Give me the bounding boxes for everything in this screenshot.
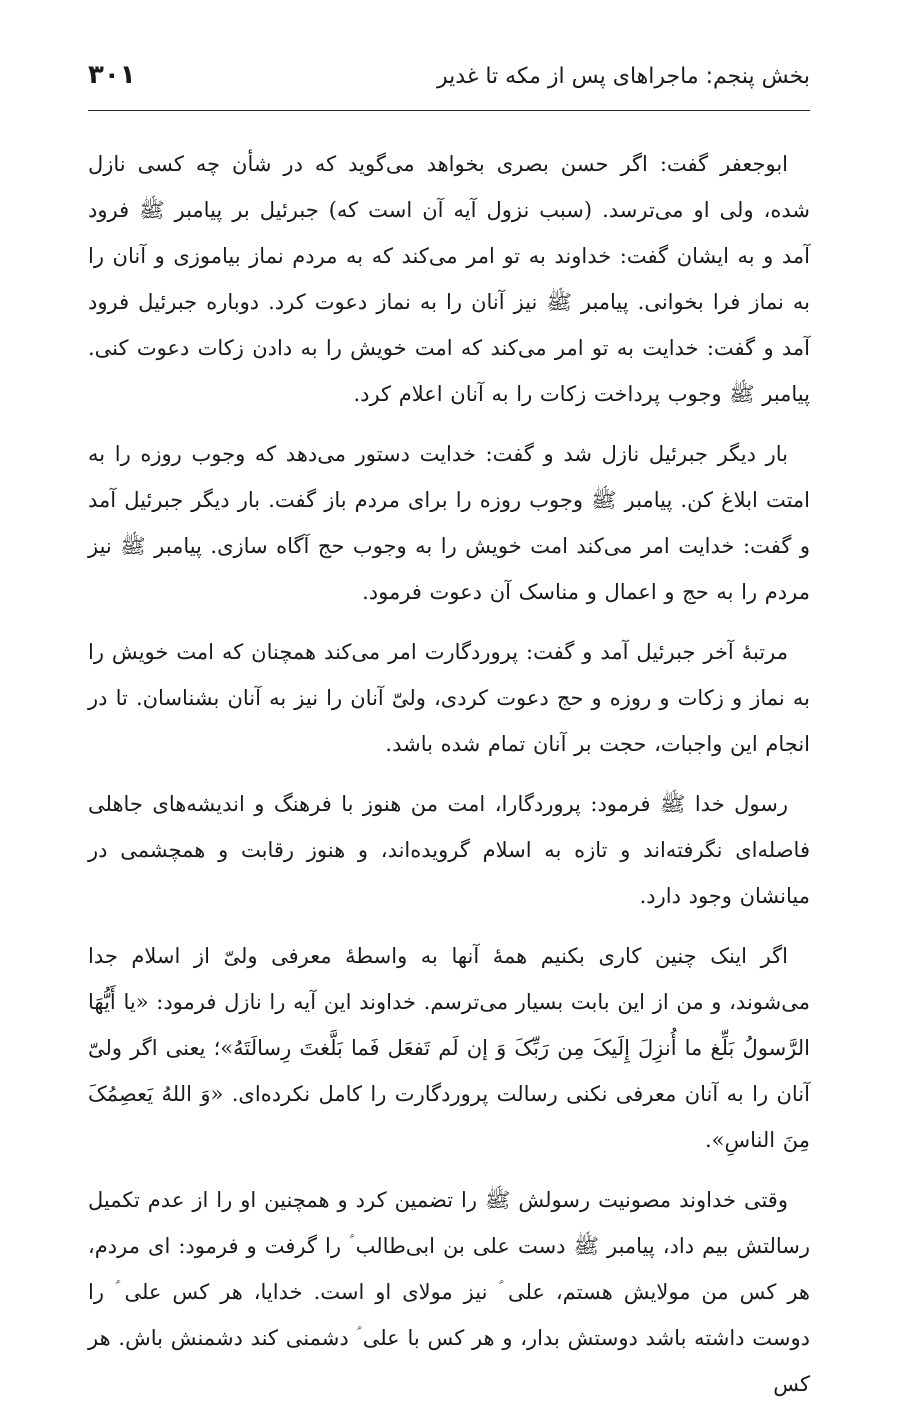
body-text xyxy=(88,141,810,1407)
book-page xyxy=(88,60,810,1396)
chapter-title: بخش پنجم: ماجراهای پس از مکه تا غدیر xyxy=(437,64,810,89)
paragraph: ابوجعفر گفت: اگر حسن بصری بخواهد می‌گوید که در شأن چه کسی نازل شده، ولی او می‌ترسد. (سبب نزول آیه آن است که) جبرئیل بر پیامبر ﷺ فرود آمد و به ایشان گفت: خداوند به تو امر می‌کند که به مردم نماز بیاموزی و آنان را به نماز فرا بخوانی. پیامبر ﷺ نیز آنان را به نماز دعوت کرد. دوباره جبرئیل فرود آمد و گفت: خدایت به تو امر می‌کند که امت خویش را به دادن زکات دعوت کنی. پیامبر ﷺ وجوب پرداخت زکات را به آنان اعلام کرد. xyxy=(88,152,810,406)
paragraph: مرتبهٔ آخر جبرئیل آمد و گفت: پروردگارت امر می‌کند همچنان که امت خویش را به نماز و زکات و روزه و حج دعوت کردی، ولیّ آنان را نیز به آنان بشناسان. تا در انجام این واجبات، حجت بر آنان تمام شده باشد. xyxy=(88,640,810,756)
running-header xyxy=(88,60,810,111)
paragraph: رسول خدا ﷺ فرمود: پروردگارا، امت من هنوز با فرهنگ و اندیشه‌های جاهلی فاصله‌ای نگرفته‌اند و تازه به اسلام گرویده‌اند، و هنوز رقابت و همچشمی در میانشان وجود دارد. xyxy=(88,792,810,908)
paragraph: بار دیگر جبرئیل نازل شد و گفت: خدایت دستور می‌دهد که وجوب روزه را به امتت ابلاغ کن. پیامبر ﷺ وجوب روزه را برای مردم باز گفت. بار دیگر جبرئیل آمد و گفت: خدایت امر می‌کند امت خویش را به وجوب حج آگاه سازی. پیامبر ﷺ نیز مردم را به حج و اعمال و مناسک آن دعوت فرمود. xyxy=(88,442,810,604)
paragraph: وقتی خداوند مصونیت رسولش ﷺ را تضمین کرد و همچنین او را از عدم تکمیل رسالتش بیم داد، پیامبر ﷺ دست علی بن ابی‌طالب ؑ را گرفت و فرمود: ای مردم، هر کس من مولایش هستم، علی ؑ نیز مولای او است. خدایا، هر کس علی ؑ را دوست داشته باشد دوستش بدار، و هر کس با علی ؑ دشمنی کند دشمنش باش. هر کس xyxy=(88,1188,810,1396)
page-number: ۳۰۱ xyxy=(88,60,136,90)
paragraph: اگر اینک چنین کاری بکنیم همهٔ آنها به واسطهٔ معرفی ولیّ از اسلام جدا می‌شوند، و من از این بابت بسیار می‌ترسم. خداوند این آیه را نازل فرمود: «یا أَیُّهَا الرَّسولُ بَلِّغ ما أُنزِلَ إِلَیکَ مِن رَبِّکَ وَ إن لَم تَفعَل فَما بَلَّغتَ رِسالَتَهُ»؛ یعنی اگر ولیّ آنان را به آنان معرفی نکنی رسالت پروردگارت را کامل نکرده‌ای. «وَ اللهُ یَعصِمُکَ مِنَ الناسِ». xyxy=(88,944,810,1152)
